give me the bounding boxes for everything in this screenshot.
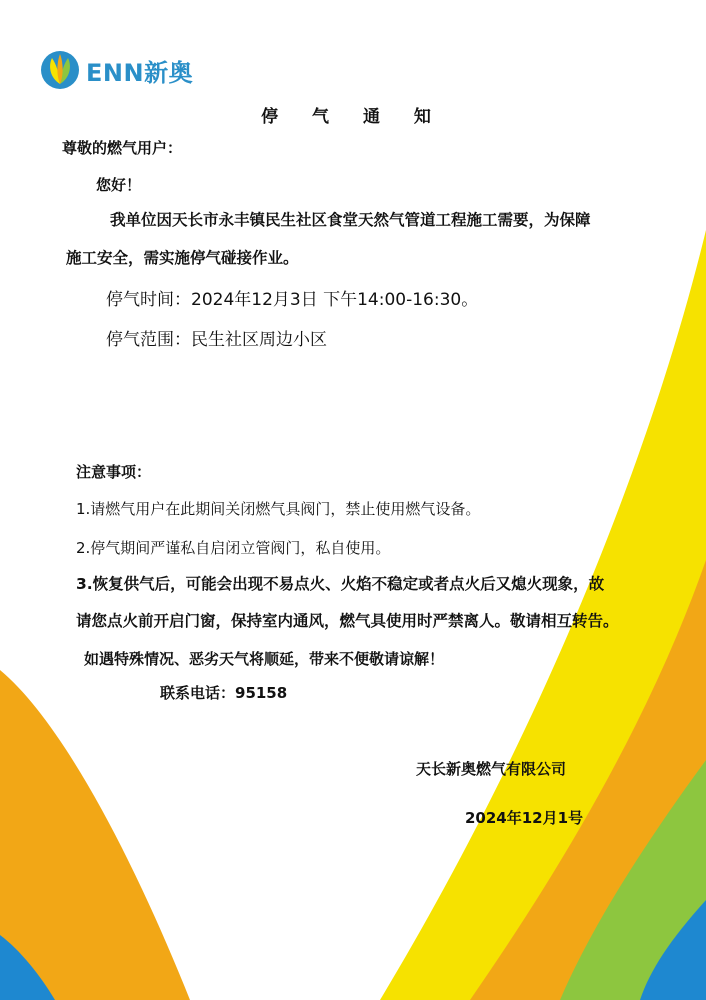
enn-leaf-logo-icon (40, 50, 80, 90)
brand-name: ENN新奥 (86, 58, 194, 87)
body-line-1: 我单位因天长市永丰镇民生社区食堂天然气管道工程施工需要，为保障 (110, 211, 591, 229)
brand-logo (40, 50, 193, 90)
body-line-2: 施工安全，需实施停气碰接作业。 (66, 249, 299, 267)
issue-date: 2024年12月1号 (465, 809, 584, 827)
special-note: 如遇特殊情况、恶劣天气将顺延，带来不便敬请谅解！ (84, 650, 445, 668)
company-name: 天长新奥燃气有限公司 (416, 760, 567, 778)
note-item-2: 2.停气期间严谨私自启闭立管阀门，私自使用。 (76, 539, 391, 557)
outage-range: 停气范围：民生社区周边小区 (106, 330, 327, 350)
note-item-3-line-2: 请您点火前开启门窗，保持室内通风，燃气具使用时严禁离人。敬请相互转告。 (76, 612, 619, 630)
notice-title: 停 气 通 知 (261, 107, 445, 127)
note-item-3-line-1: 3.恢复供气后，可能会出现不易点火、火焰不稳定或者点火后又熄火现象，故 (76, 575, 605, 593)
contact-phone: 联系电话：95158 (160, 684, 288, 702)
note-item-1: 1.请燃气用户在此期间关闭燃气具阀门，禁止使用燃气设备。 (76, 500, 481, 518)
outage-time: 停气时间：2024年12月3日 下午14:00-16:30。 (106, 290, 479, 310)
salutation: 尊敬的燃气用户： (62, 139, 183, 157)
notes-title: 注意事项： (76, 463, 152, 481)
greeting: 您好！ (96, 176, 142, 194)
